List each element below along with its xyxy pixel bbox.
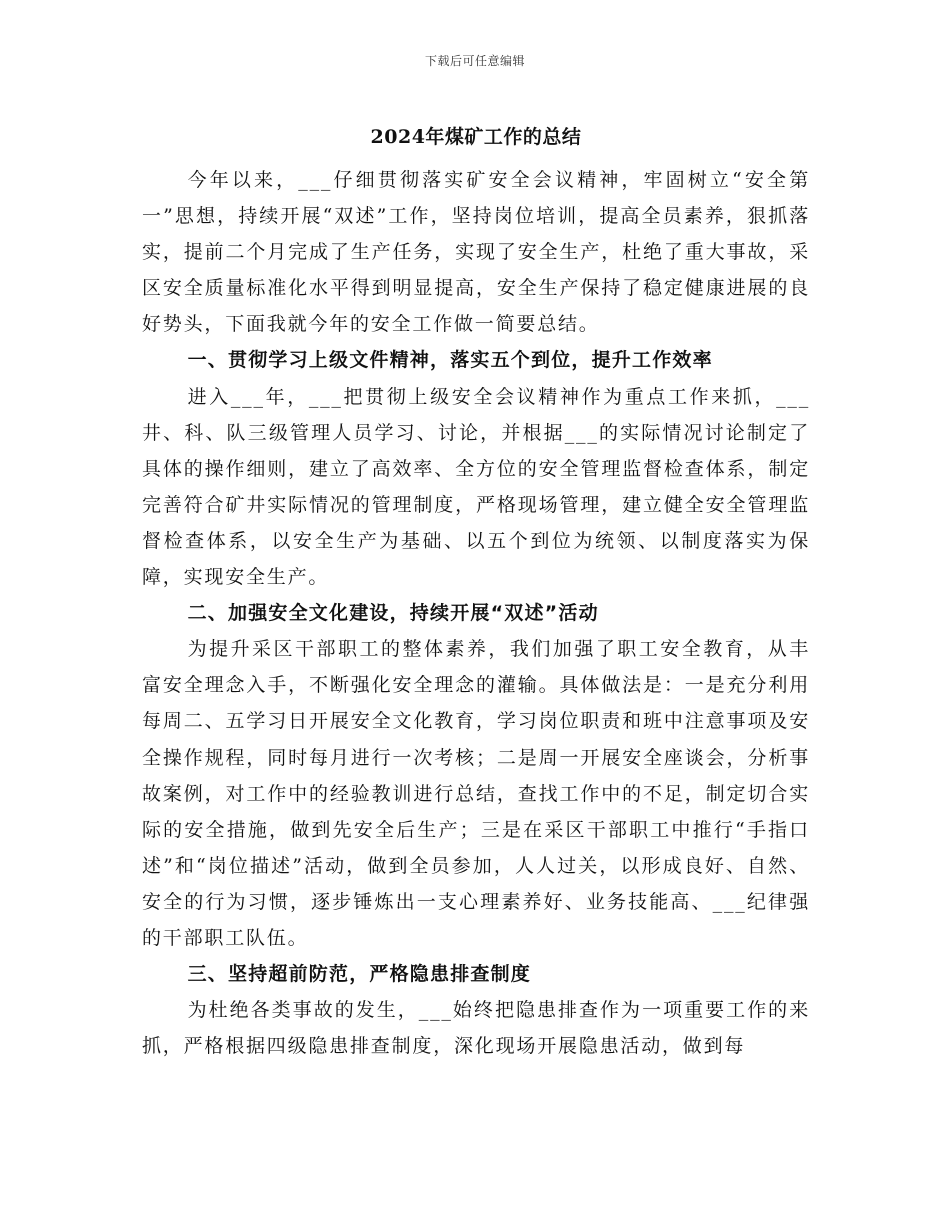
- header-note: 下载后可任意编辑: [424, 54, 525, 68]
- section-2-body: 为提升采区干部职工的整体素养，我们加强了职工安全教育，从丰富安全理念入手，不断强化安全理念的灌输。具体做法是：一是充分利用每周二、五学习日开展安全文化教育，学习岗位职责和班中注意事项及安全操作规程，同时每月进行一次考核；二是周一开展安全座谈会，分析事故案例，对工作中的经验教训进行总结，查找工作中的不足，制定切合实际的安全措施，做到先安全后生产；三是在采区干部职工中推行“手指口述”和“岗位描述”活动，做到全员参加，人人过关，以形成良好、自然、安全的行为习惯，逐步锤炼出一支心理素养好、业务技能高、___纪律强的干部职工队伍。: [142, 638, 810, 949]
- section-3-heading: 三、坚持超前防范，严格隐患排查制度: [187, 963, 531, 986]
- intro-paragraph: 今年以来，___仔细贯彻落实矿安全会议精神，牢固树立“安全第一”思想，持续开展“双述”工作，坚持岗位培训，提高全员素养，狠抓落实，提前二个月完成了生产任务，实现了安全生产，杜绝了重大事故，采区安全质量标准化水平得到明显提高，安全生产保持了稳定健康进展的良好势头，下面我就今年的安全工作做一简要总结。: [142, 169, 810, 336]
- section-3-body: 为杜绝各类事故的发生，___始终把隐患排查作为一项重要工作的来抓，严格根据四级隐患排查制度，深化现场开展隐患活动，做到每: [142, 999, 810, 1058]
- section-1-body: 进入___年，___把贯彻上级安全会议精神作为重点工作来抓，___井、科、队三级管理人员学习、讨论，并根据___的实际情况讨论制定了具体的操作细则，建立了高效率、全方位的安全管理监督检查体系，制定完善符合矿井实际情况的管理制度，严格现场管理，建立健全安全管理监督检查体系，以安全生产为基础、以五个到位为统领、以制度落实为保障，实现安全生产。: [142, 385, 810, 589]
- document-title: 2024年煤矿工作的总结: [370, 126, 582, 148]
- document-body: [142, 118, 810, 1064]
- section-2-heading: 二、加强安全文化建设，持续开展“双述”活动: [187, 602, 599, 625]
- section-1-heading: 一、贯彻学习上级文件精神，落实五个到位，提升工作效率: [187, 349, 713, 372]
